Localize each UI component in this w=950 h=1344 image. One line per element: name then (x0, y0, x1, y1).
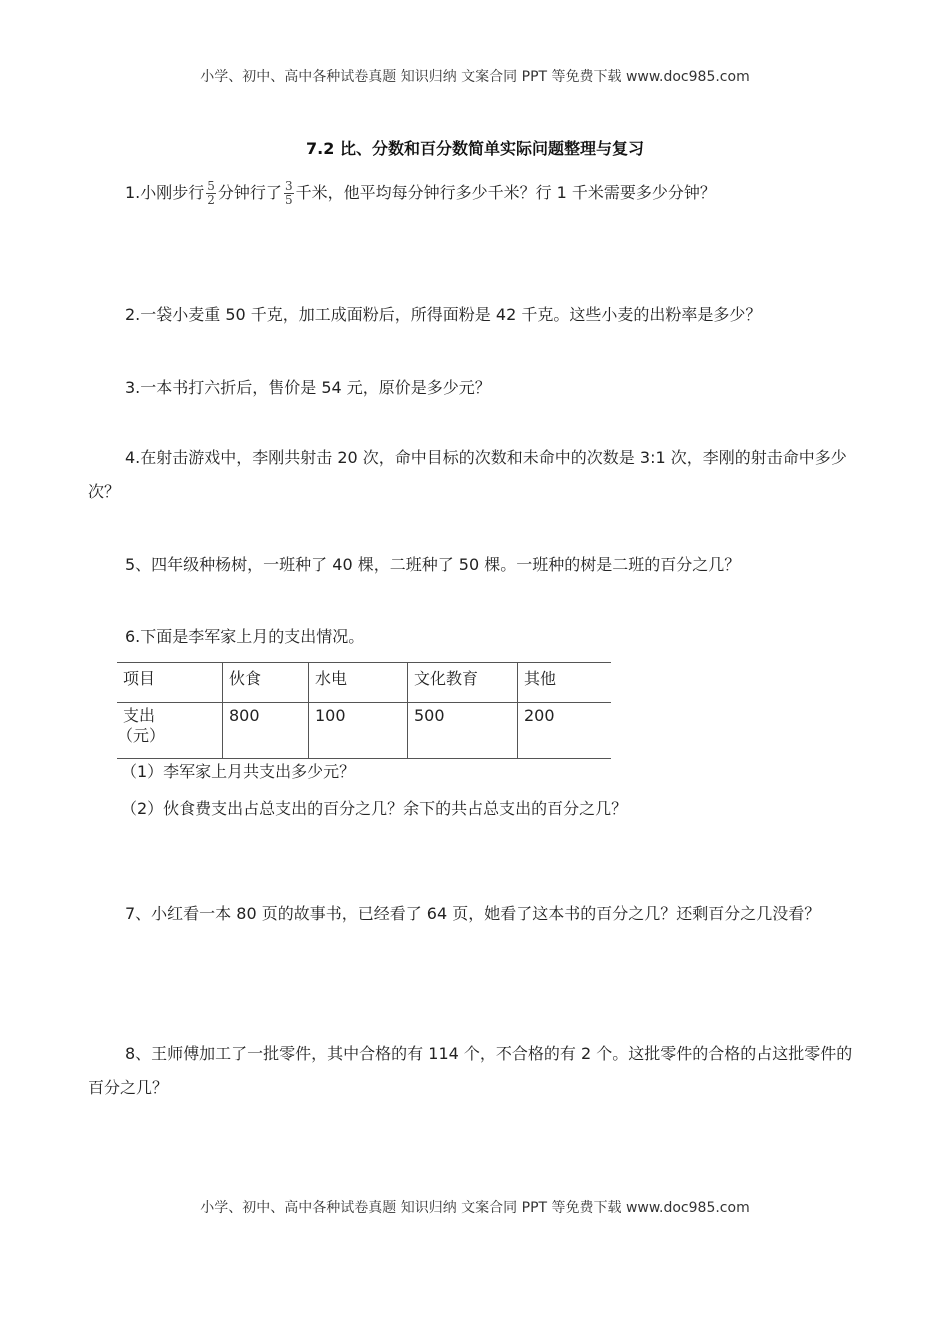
row-label-line-2: （元） (117, 726, 166, 745)
fraction-numerator: 5 (207, 179, 215, 193)
table-cell: 500 (408, 703, 518, 759)
table-header-cell: 伙食 (223, 663, 309, 703)
question-8-text: 8、王师傅加工了一批零件，其中合格的有 114 个，不合格的有 2 个。这批零件的合格的占这批零件的百分之几？ (88, 1044, 853, 1097)
question-1 (88, 176, 868, 210)
table-cell: 800 (223, 703, 309, 759)
table-cell: 200 (518, 703, 612, 759)
fraction-denominator: 2 (207, 193, 215, 207)
question-6-sub-1 (121, 755, 901, 789)
question-7 (88, 897, 868, 931)
table-row-label (117, 703, 223, 759)
question-6-intro (88, 620, 868, 654)
table-header-row (117, 663, 611, 703)
question-2 (88, 298, 868, 332)
table-cell: 100 (309, 703, 408, 759)
fraction-denominator: 5 (284, 193, 293, 207)
table-header-cell: 水电 (309, 663, 408, 703)
question-1-text-a: 1.小刚步行 (125, 183, 205, 202)
question-1-text-b: 分钟行了 (217, 183, 282, 202)
question-3-text: 3.一本书打六折后，售价是 54 元，原价是多少元？ (125, 378, 491, 397)
question-7-text: 7、小红看一本 80 页的故事书，已经看了 64 页，她看了这本书的百分之几？还剩百分之几没看？ (125, 904, 821, 923)
question-6-sub-2 (121, 792, 901, 826)
question-4-text: 4.在射击游戏中，李刚共射击 20 次，命中目标的次数和未命中的次数是 3:1 次，李刚的射击命中多少次？ (88, 448, 847, 501)
document-title: 7.2 比、分数和百分数简单实际问题整理与复习 (306, 139, 644, 158)
question-3 (88, 371, 868, 405)
fraction-three-fifths (284, 180, 294, 207)
fraction-numerator: 3 (284, 179, 293, 193)
table-header-cell: 项目 (117, 663, 223, 703)
question-8 (88, 1037, 868, 1105)
question-2-text: 2.一袋小麦重 50 千克，加工成面粉后，所得面粉是 42 千克。这些小麦的出粉率是多少？ (125, 305, 762, 324)
question-5-text: 5、四年级种杨树，一班种了 40 棵，二班种了 50 棵。一班种的树是二班的百分之几？ (125, 555, 741, 574)
question-6-intro-text: 6.下面是李军家上月的支出情况。 (125, 627, 365, 646)
question-1-text-c: 千米，他平均每分钟行多少千米？行 1 千米需要多少分钟？ (295, 183, 716, 202)
question-6-sub-1-text: （1）李军家上月共支出多少元？ (121, 762, 356, 781)
table-header-cell: 其他 (518, 663, 612, 703)
question-4 (88, 441, 868, 509)
page-header: 小学、初中、高中各种试卷真题 知识归纳 文案合同 PPT 等免费下载 www.doc985.com (200, 69, 750, 85)
question-6-sub-2-text: （2）伙食费支出占总支出的百分之几？余下的共占总支出的百分之几？ (121, 799, 628, 818)
fraction-five-halves (206, 180, 216, 207)
table-row (117, 703, 611, 759)
row-label-line-1: 支出 (123, 706, 156, 725)
table-header-cell: 文化教育 (408, 663, 518, 703)
expense-table (117, 662, 611, 759)
page-footer: 小学、初中、高中各种试卷真题 知识归纳 文案合同 PPT 等免费下载 www.doc985.com (200, 1200, 750, 1216)
question-5 (88, 548, 868, 582)
